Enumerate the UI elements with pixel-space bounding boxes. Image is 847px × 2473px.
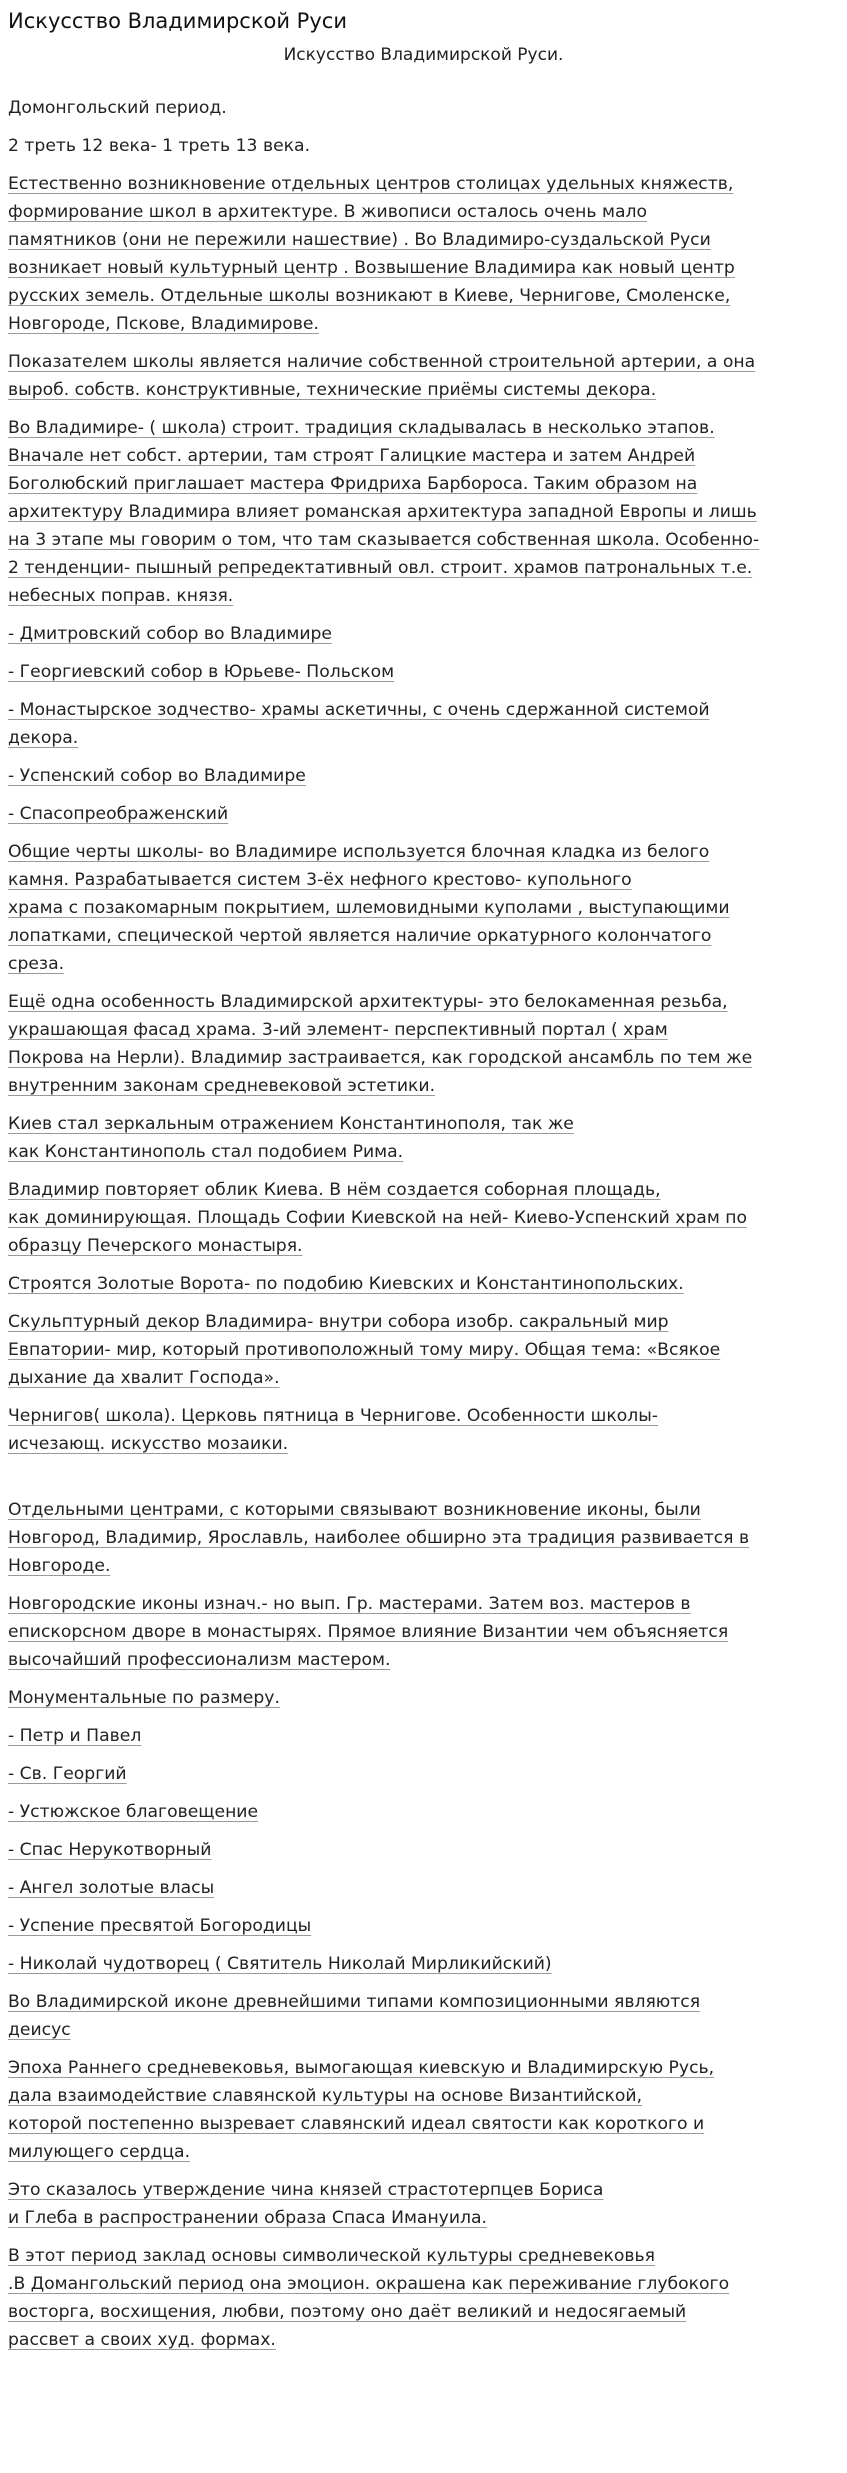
- paragraph: Чернигов( школа). Церковь пятница в Чернигове. Особенности школы- исчезающ. искусство мозаики.: [8, 1406, 659, 1454]
- paragraph: Новгородские иконы изнач.- но вып. Гр. мастерами. Затем воз. мастеров в епискорсном дворе в монастырях. Прямое влияние Византии чем объясняется высочайший профессионализм мастером.: [8, 1594, 729, 1670]
- list-item: - Успение пресвятой Богородицы: [8, 1916, 312, 1936]
- paragraph: Во Владимирской иконе древнейшими типами композиционными являются деисус: [8, 1992, 701, 2040]
- paragraph: Эпоха Раннего средневековья, вымогающая киевскую и Владимирскую Русь, дала взаимодействие славянской культуры на основе Византийской, которой постепенно вызревает славянский идеал святости как короткого и милующего сердца.: [8, 2058, 715, 2162]
- section-spacer: [8, 1468, 839, 1496]
- list-item: - Спас Нерукотворный: [8, 1840, 212, 1860]
- paragraph: Естественно возникновение отдельных центров столицах удельных княжеств, формирование школ в архитектуре. В живописи осталось очень мало памятников (они не пережили нашествие) . Во Владимиро-суздальской Руси возникает новый культурный центр . Возвышение Владимира как новый центр русских земель. Отдельные школы возникают в Киеве, Чернигове, Смоленске, Новгороде, Пскове, Владимирове.: [8, 174, 735, 334]
- list-item: - Ангел золотые власы: [8, 1878, 215, 1898]
- paragraph: Общие черты школы- во Владимире используется блочная кладка из белого камня. Разрабатывается систем 3-ёх нефного крестово- купольного храма с позакомарным покрытием, шлемовидными куполами , выступающими лопатками, спецической чертой является наличие оркатурного колончатого среза.: [8, 842, 730, 974]
- section-icons: [8, 1496, 839, 2354]
- paragraph: Во Владимире- ( школа) строит. традиция складывалась в несколько этапов. Вначале нет собст. артерии, там строят Галицкие мастера и затем Андрей Боголюбский приглашает мастера Фридриха Барбороса. Таким образом на архитектуру Владимира влияет романская архитектура западной Европы и лишь на 3 этапе мы говорим о том, что там сказывается собственная школа. Особенно- 2 тенденции- пышный репредектативный овл. строит. храмов патрональных т.е. небесных поправ. князя.: [8, 418, 760, 606]
- list-item: - Дмитровский собор во Владимире: [8, 624, 332, 644]
- list-item: - Монастырское зодчество- храмы аскетичны, с очень сдержанной системой декора.: [8, 700, 710, 748]
- paragraph: Домонгольский период.: [8, 98, 227, 118]
- list-item: - Устюжское благовещение: [8, 1802, 259, 1822]
- paragraph: Отдельными центрами, с которыми связывают возникновение иконы, были Новгород, Владимир, Ярославль, наиболее обширно эта традиция развивается в Новгороде.: [8, 1500, 750, 1576]
- list-item: - Николай чудотворец ( Святитель Николай Мирликийский): [8, 1954, 552, 1974]
- paragraph: Монументальные по размеру.: [8, 1688, 280, 1708]
- paragraph: Владимир повторяет облик Киева. В нём создается соборная площадь, как доминирующая. Площадь Софии Киевской на ней- Киево-Успенский храм по образцу Печерского монастыря.: [8, 1180, 748, 1256]
- list-item: - Георгиевский собор в Юрьеве- Польском: [8, 662, 395, 682]
- paragraph: Ещё одна особенность Владимирской архитектуры- это белокаменная резьба, украшающая фасад храма. 3-ий элемент- перспективный портал ( храм Покрова на Нерли). Владимир застраивается, как городской ансамбль по тем же внутренним законам средневековой эстетики.: [8, 992, 753, 1096]
- paragraph: Строятся Золотые Ворота- по подобию Киевских и Константинопольских.: [8, 1274, 684, 1294]
- list-item: - Успенский собор во Владимире: [8, 766, 306, 786]
- list-item: - Св. Георгий: [8, 1764, 127, 1784]
- paragraph: Киев стал зеркальным отражением Константинополя, так же как Константинополь стал подобием Рима.: [8, 1114, 574, 1162]
- paragraph: Это сказалось утверждение чина князей страстотерпцев Бориса и Глеба в распространении образа Спаса Имануила.: [8, 2180, 604, 2228]
- list-item: - Петр и Павел: [8, 1726, 142, 1746]
- list-item: - Спасопреображенский: [8, 804, 229, 824]
- document-header: Искусство Владимирской Руси: [8, 9, 347, 33]
- paragraph: В этот период заклад основы символической культуры средневековья .В Домангольский период она эмоцион. окрашена как переживание глубокого восторга, восхищения, любви, поэтому оно даёт великий и недосягаемый рассвет а своих худ. формах.: [8, 2246, 730, 2350]
- paragraph: 2 треть 12 века- 1 треть 13 века.: [8, 136, 311, 156]
- document-subtitle: Искусство Владимирской Руси.: [283, 45, 564, 65]
- paragraph: Скульптурный декор Владимира- внутри собора изобр. сакральный мир Евпатории- мир, который противоположный тому миру. Общая тема: «Всякое дыхание да хвалит Господа».: [8, 1312, 721, 1388]
- section-architecture: [8, 94, 839, 1458]
- paragraph: Показателем школы является наличие собственной строительной артерии, а она выроб. собств. конструктивные, технические приёмы системы декора.: [8, 352, 756, 400]
